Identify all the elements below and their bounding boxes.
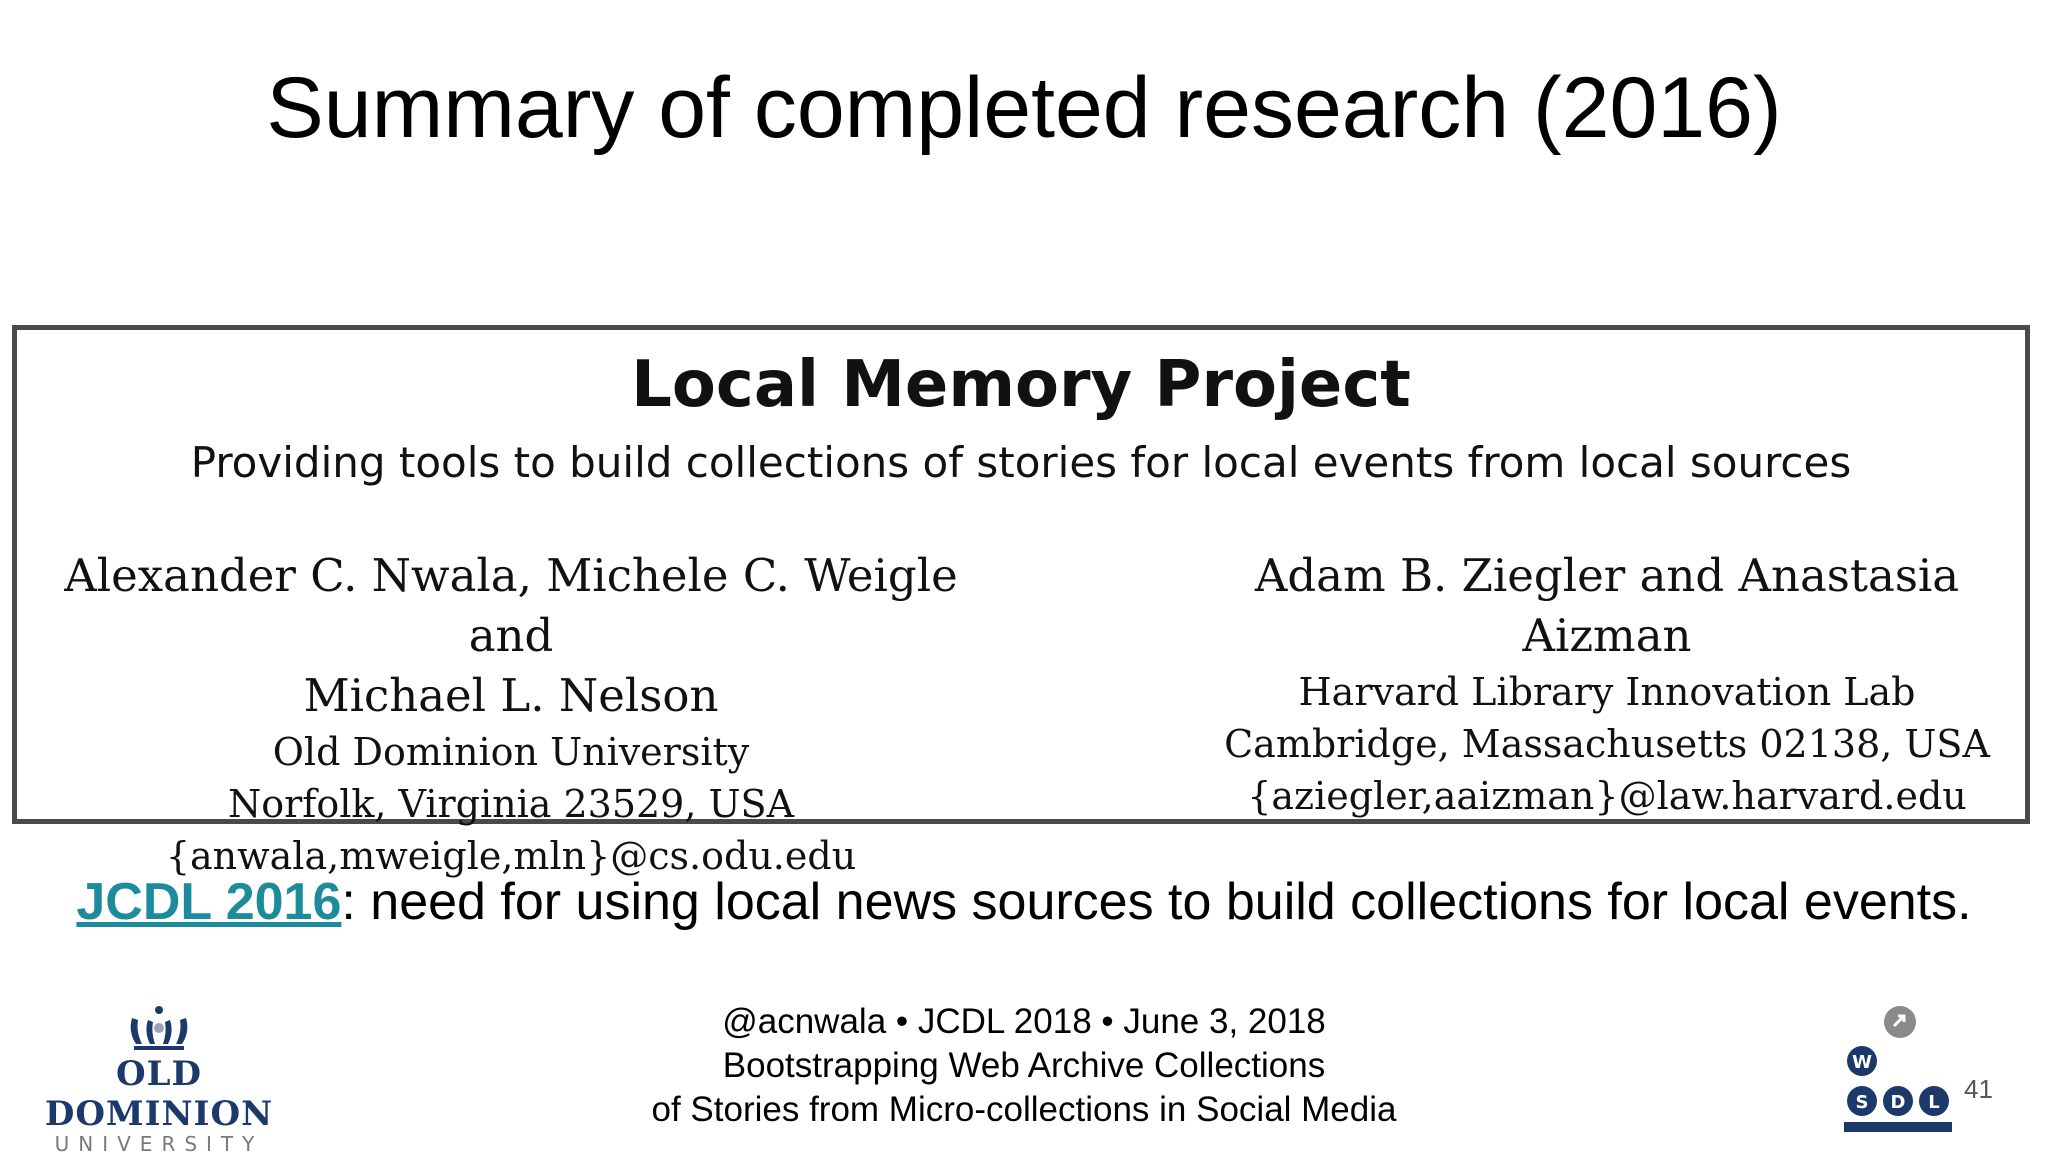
left-author-names-line1: Alexander C. Nwala, Michele C. Weigle and — [64, 549, 958, 662]
crown-icon — [124, 1004, 194, 1052]
odu-logo-sub: UNIVERSITY — [54, 1132, 264, 1156]
wsdl-l-letter: L — [1928, 1092, 1940, 1113]
right-email: {aziegler,aaizman}@law.harvard.edu — [1247, 774, 1967, 818]
paper-subtitle: Providing tools to build collections of stories for local events from local sources — [190, 438, 1852, 487]
footer-line-2: Bootstrapping Web Archive Collections — [722, 1046, 1326, 1085]
wsdl-d-letter: D — [1890, 1092, 1906, 1113]
footer-line-3: of Stories from Micro-collections in Social Media — [651, 1090, 1397, 1129]
right-affiliation: Harvard Library Innovation Lab — [1298, 670, 1916, 714]
left-email: {anwala,mweigle,mln}@cs.odu.edu — [165, 834, 857, 878]
left-location: Norfolk, Virginia 23529, USA — [227, 782, 795, 826]
left-author-block — [31, 546, 991, 882]
paper-header-image — [12, 325, 2030, 878]
left-author-names-line2: Michael L. Nelson — [303, 669, 719, 722]
caption-text: : need for using local news sources to build collections for local events. — [341, 873, 1972, 931]
footer-line-1: @acnwala • JCDL 2018 • June 3, 2018 — [722, 1002, 1326, 1041]
left-affiliation: Old Dominion University — [272, 730, 750, 774]
odu-logo — [14, 1004, 304, 1156]
jcdl-2016-link[interactable]: JCDL 2016 — [76, 873, 342, 931]
slide-title: Summary of completed research (2016) — [266, 60, 1782, 156]
wsdl-w-letter: W — [1852, 1052, 1872, 1073]
slide-caption — [60, 868, 1988, 936]
right-author-block — [1167, 546, 2047, 822]
slide-footer — [0, 1000, 2048, 1132]
right-author-names: Adam B. Ziegler and Anastasia Aizman — [1254, 549, 1960, 662]
slide-number: 41 — [1964, 1074, 1993, 1104]
odu-logo-name: OLD DOMINION — [44, 1054, 274, 1134]
wsdl-logo — [1838, 1000, 1968, 1140]
wsdl-s-letter: S — [1855, 1092, 1869, 1113]
paper-title: Local Memory Project — [631, 348, 1411, 422]
right-location: Cambridge, Massachusetts 02138, USA — [1224, 722, 1990, 766]
